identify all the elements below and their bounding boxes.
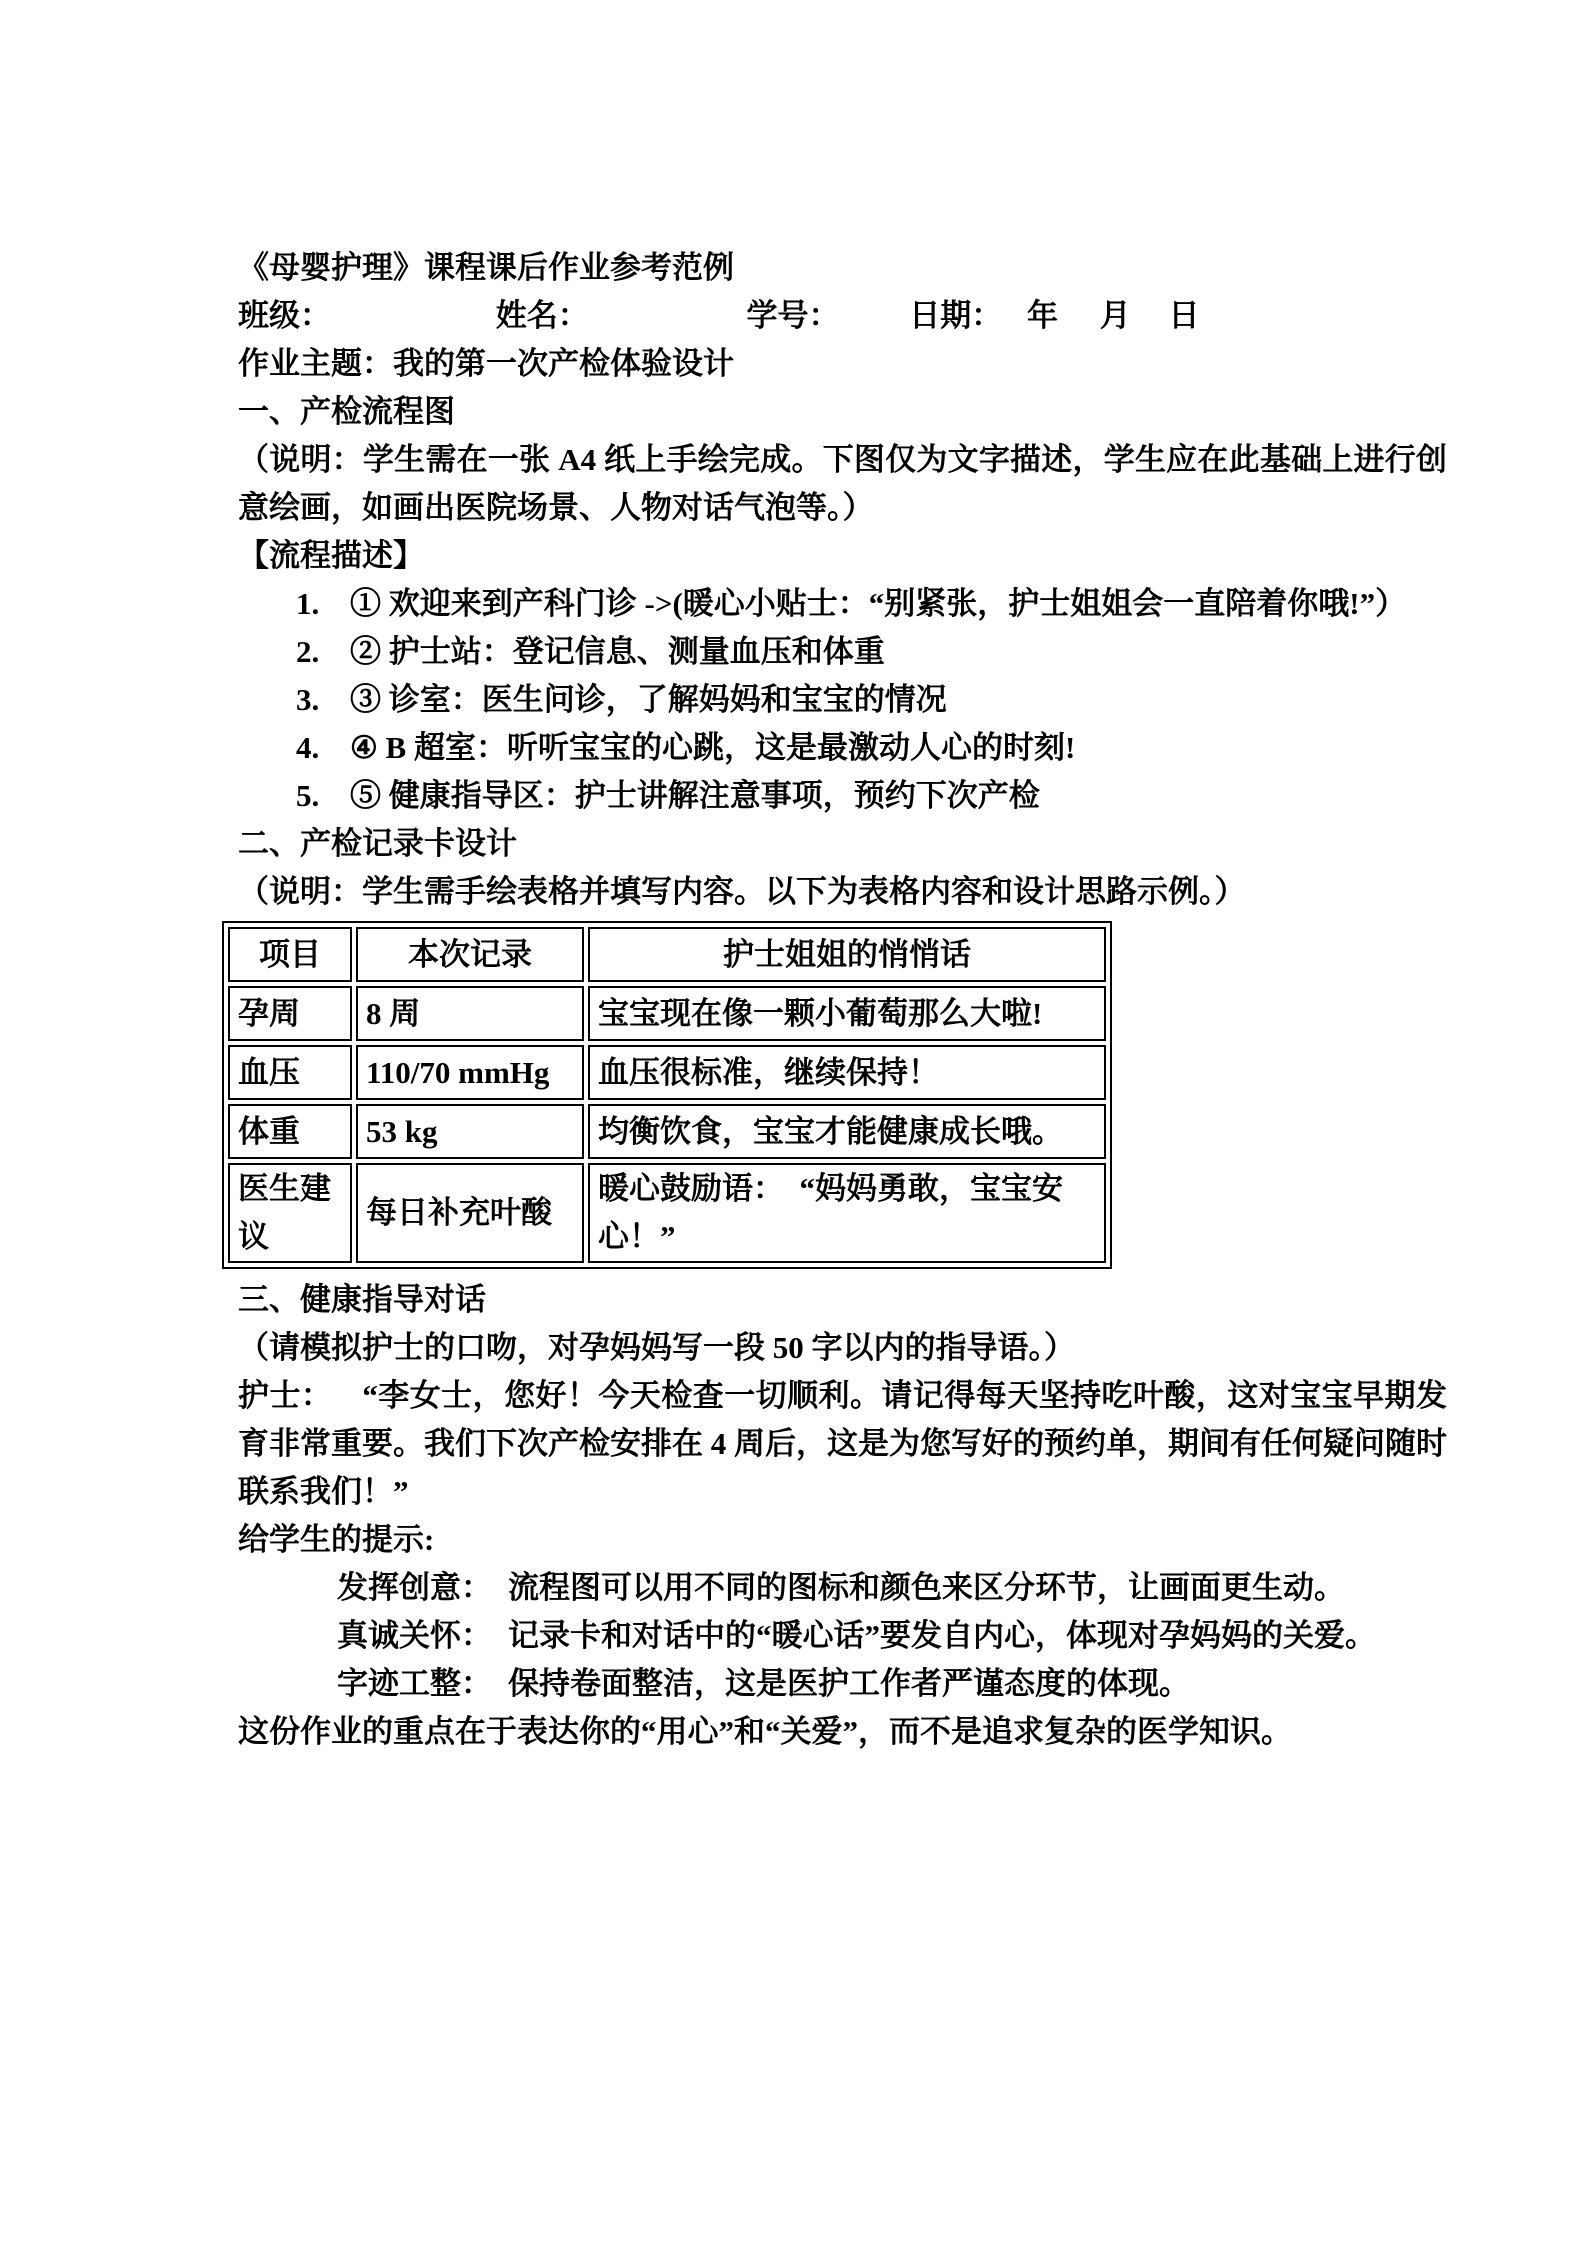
cell-whisper: 血压很标准，继续保持！ xyxy=(588,1045,1106,1100)
student-id-label: 学号： xyxy=(746,298,840,333)
table-header-row xyxy=(228,927,1106,982)
section3-heading: 三、健康指导对话 xyxy=(238,1282,486,1317)
header-whisper: 护士姐姐的悄悄话 xyxy=(588,927,1106,982)
name-label: 姓名： xyxy=(495,298,589,333)
step-number: 3. xyxy=(296,682,320,717)
date-day-label: 日 xyxy=(1168,298,1200,333)
flow-step xyxy=(238,628,1447,676)
cell-whisper: 暖心鼓励语： “妈妈勇敢，宝宝安心！” xyxy=(588,1163,1106,1263)
cell-record: 110/70 mmHg xyxy=(356,1045,584,1100)
flow-step xyxy=(238,772,1447,820)
date-label: 日期： xyxy=(909,298,1003,333)
section3-note: （请模拟护士的口吻，对孕妈妈写一段 50 字以内的指导语。） xyxy=(238,1330,1075,1365)
table-row xyxy=(228,986,1106,1041)
step-text: ③ 诊室：医生问诊，了解妈妈和宝宝的情况 xyxy=(350,682,947,717)
header-record: 本次记录 xyxy=(356,927,584,982)
date-year-label: 年 xyxy=(1027,298,1058,333)
cell-item: 血压 xyxy=(228,1045,352,1100)
tip-label: 发挥创意： xyxy=(337,1570,492,1605)
date-month-label: 月 xyxy=(1099,298,1131,333)
step-number: 1. xyxy=(296,586,320,621)
tip-item xyxy=(238,1564,1447,1612)
cell-item: 孕周 xyxy=(228,986,352,1041)
cell-whisper: 宝宝现在像一颗小葡萄那么大啦! xyxy=(588,986,1106,1041)
step-number: 5. xyxy=(296,778,320,813)
tip-item xyxy=(238,1612,1447,1660)
tip-text: 记录卡和对话中的“暖心话”要发自内心，体现对孕妈妈的关爱。 xyxy=(508,1618,1376,1653)
class-label: 班级： xyxy=(238,298,331,333)
doc-title: 《母婴护理》课程课后作业参考范例 xyxy=(238,250,734,285)
info-line xyxy=(238,292,1447,340)
cell-item: 医生建议 xyxy=(228,1163,352,1263)
section1-note: （说明：学生需在一张 A4 纸上手绘完成。下图仅为文字描述，学生应在此基础上进行创意绘画，如画出医院场景、人物对话气泡等。） xyxy=(238,442,1447,525)
flow-step xyxy=(238,676,1447,724)
step-text: ② 护士站：登记信息、测量血压和体重 xyxy=(350,634,885,669)
tip-item xyxy=(238,1660,1447,1708)
nurse-label: 护士： xyxy=(238,1378,333,1413)
tip-label: 真诚关怀： xyxy=(337,1618,492,1653)
nurse-dialogue xyxy=(238,1372,1447,1516)
header-item: 项目 xyxy=(228,927,352,982)
footer-note: 这份作业的重点在于表达你的“用心”和“关爱”，而不是追求复杂的医学知识。 xyxy=(238,1714,1292,1749)
cell-item: 体重 xyxy=(228,1104,352,1159)
cell-record: 53 kg xyxy=(356,1104,584,1159)
table-row xyxy=(228,1163,1106,1263)
nurse-text: “李女士，您好！今天检查一切顺利。请记得每天坚持吃叶酸，这对宝宝早期发育非常重要。我们下次产检安排在 4 周后，这是为您写好的预约单，期间有任何疑问随时联系我们！” xyxy=(238,1378,1448,1509)
section1-subheading: 【流程描述】 xyxy=(238,538,424,573)
record-card-table xyxy=(222,921,1112,1269)
cell-whisper: 均衡饮食，宝宝才能健康成长哦。 xyxy=(588,1104,1106,1159)
tip-text: 流程图可以用不同的图标和颜色来区分环节，让画面更生动。 xyxy=(508,1570,1345,1605)
step-number: 2. xyxy=(296,634,320,669)
tip-text: 保持卷面整洁，这是医护工作者严谨态度的体现。 xyxy=(508,1666,1190,1701)
step-text: ⑤ 健康指导区：护士讲解注意事项，预约下次产检 xyxy=(350,778,1040,813)
section2-heading: 二、产检记录卡设计 xyxy=(238,826,517,861)
tips-heading: 给学生的提示: xyxy=(238,1522,435,1557)
table-row xyxy=(228,1104,1106,1159)
step-text: ① 欢迎来到产科门诊 ->(暖心小贴士：“别紧张，护士姐姐会一直陪着你哦!”） xyxy=(350,586,1407,621)
table-row xyxy=(228,1045,1106,1100)
tip-label: 字迹工整： xyxy=(337,1666,492,1701)
cell-record: 8 周 xyxy=(356,986,584,1041)
assignment-topic: 作业主题：我的第一次产检体验设计 xyxy=(238,346,734,381)
section2-note: （说明：学生需手绘表格并填写内容。以下为表格内容和设计思路示例。） xyxy=(238,874,1246,909)
step-number: 4. xyxy=(296,730,320,765)
section1-heading: 一、产检流程图 xyxy=(238,394,455,429)
flow-step xyxy=(238,724,1447,772)
step-text: ④ B 超室：听听宝宝的心跳，这是最激动人心的时刻! xyxy=(350,730,1076,765)
flow-step xyxy=(238,580,1447,628)
cell-record: 每日补充叶酸 xyxy=(356,1163,584,1263)
